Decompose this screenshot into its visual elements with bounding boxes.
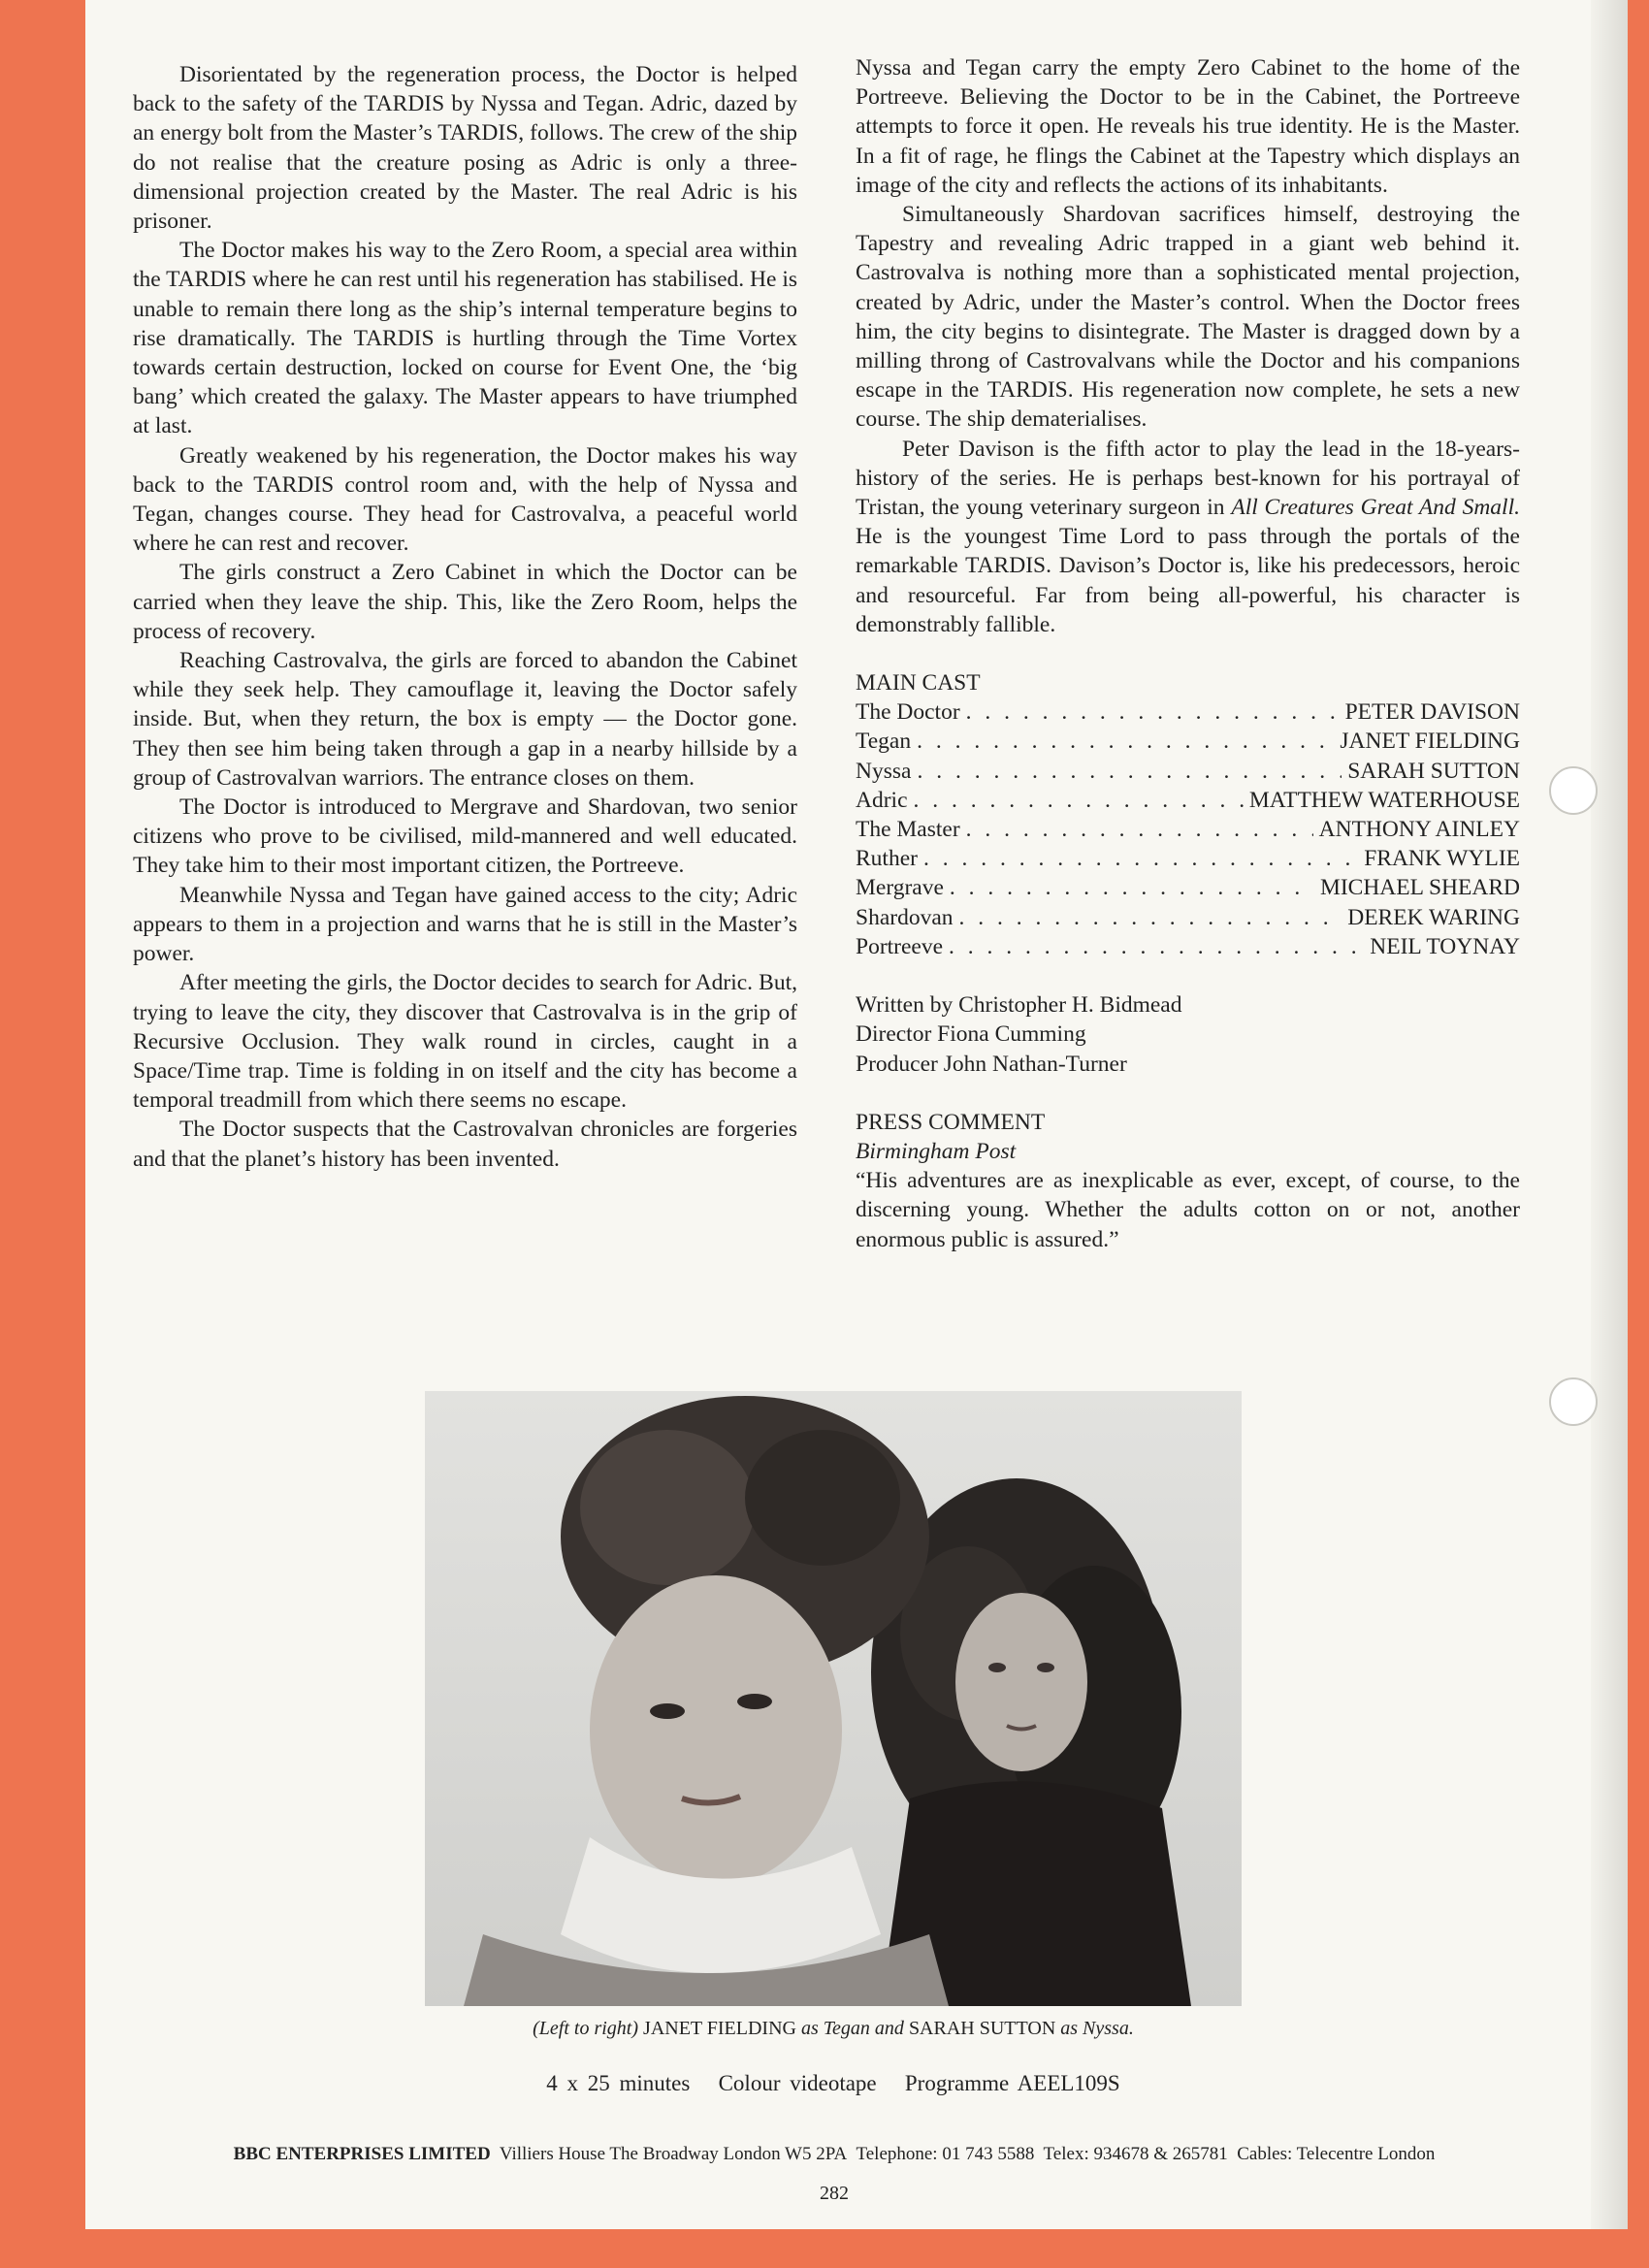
caption-prefix: (Left to right) [533, 2018, 639, 2039]
synopsis-right-column [856, 53, 1520, 1254]
press-heading: PRESS COMMENT [856, 1109, 1046, 1135]
leader-dots [923, 844, 1358, 873]
cast-actor: FRANK WYLIE [1364, 846, 1520, 872]
cast-actor: PETER DAVISON [1344, 699, 1520, 726]
synopsis-paragraph: Reaching Castrovalva, the girls are forced to abandon the Cabinet while they seek help. They camouflage it, leaving the Doctor safely inside. But, when they return, the box is empty — the Doctor gone. They then see him being taken through a gap in a nearby hillside by a group of Castrovalvan warriors. The entrance closes on them. [133, 648, 797, 791]
punch-hole-lower [1549, 1377, 1598, 1426]
cast-heading: MAIN CAST [856, 670, 981, 697]
caption-name-2: SARAH SUTTON [908, 2018, 1056, 2039]
synopsis-paragraph: The Doctor is introduced to Mergrave and Shardovan, two senior citizens who prove to be civilised, mild-mannered and well educated. They take him to their most important citizen, the Portreeve. [133, 794, 797, 879]
footer-telex: Telex: 934678 & 265781 [1043, 2144, 1228, 2164]
cast-row [856, 844, 1520, 873]
publisher-footer [136, 2144, 1533, 2165]
leader-dots [917, 757, 1342, 786]
davison-paragraph [856, 435, 1520, 639]
caption-role-2: as Nyssa. [1060, 2018, 1134, 2039]
caption-role-1: as Tegan and [800, 2018, 904, 2039]
page-border-left [0, 0, 85, 2268]
synopsis-paragraph: The Doctor suspects that the Castrovalvan chronicles are forgeries and that the planet’s history has been invented. [133, 1117, 797, 1172]
cast-row [856, 932, 1520, 961]
cast-role: Nyssa [856, 758, 912, 784]
caption-name-1: JANET FIELDING [643, 2018, 796, 2039]
cast-role: The Doctor [856, 699, 960, 726]
cast-role: Tegan [856, 729, 912, 755]
cast-role: Mergrave [856, 875, 944, 901]
press-quote: “His adventures are as inexplicable as ever, except, of course, to the discerning young. Whether the adults cotton on or not, another enormous public is assured.” [856, 1168, 1520, 1252]
cast-row [856, 786, 1520, 815]
synopsis-paragraph: The girls construct a Zero Cabinet in which the Doctor can be carried when they leave the ship. This, like the Zero Room, helps the process of recovery. [133, 560, 797, 644]
footer-cables: Cables: Telecentre London [1237, 2144, 1436, 2164]
leader-dots [966, 815, 1313, 844]
cast-role: Shardovan [856, 904, 954, 930]
davison-text-after: He is the youngest Time Lord to pass through the portals of the remarkable TARDIS. Davison’s Doctor is, like his predecessors, heroic and resourceful. Far from being all-powerful, his character is demonstrably fallible. [856, 524, 1520, 637]
press-source: Birmingham Post [856, 1138, 1017, 1164]
davison-text-before: Peter Davison is the fifth actor to play the lead in the 18-years-history of the series. He is perhaps best-known for his portrayal of Tristan, the young veterinary surgeon in [856, 436, 1520, 521]
writer-credit: Written by Christopher H. Bidmead [856, 992, 1182, 1019]
leader-dots [966, 697, 1340, 727]
cast-role: The Master [856, 817, 960, 843]
cast-photograph [425, 1391, 1242, 2006]
synopsis-paragraph: Nyssa and Tegan carry the empty Zero Cabinet to the home of the Portreeve. Believing the Doctor to be in the Cabinet, the Portreeve attempts to force it open. He reveals his true identity. He is the Master. In a fit of rage, he flings the Cabinet at the Tapestry which displays an image of the city and reflects the actions of its inhabitants. [856, 55, 1520, 198]
leader-dots [914, 786, 1244, 815]
synopsis-left-column [133, 60, 797, 1174]
cast-list [856, 697, 1520, 961]
synopsis-paragraph: Simultaneously Shardovan sacrifices himself, destroying the Tapestry and revealing Adric trapped in a giant web behind it. Castrovalva is nothing more than a sophisticated mental projection, created by Adric, under the Master’s control. When the Doctor frees him, the city begins to disintegrate. The Master is dragged down by a milling throng of Castrovalvans while the Doctor and his companions escape in the TARDIS. His regeneration now complete, he sets a new course. The ship dematerialises. [856, 202, 1520, 433]
page-border-bottom [0, 2229, 1649, 2268]
cast-row [856, 757, 1520, 786]
cast-actor: NEIL TOYNAY [1370, 933, 1520, 959]
synopsis-paragraph: The Doctor makes his way to the Zero Room, a special area within the TARDIS where he can rest until his regeneration has stabilised. He is unable to remain there long as the ship’s internal temperature begins to rise dramatically. The TARDIS is hurtling through the Time Vortex towards certain destruction, locked on course for Event One, the ‘big bang’ which created the galaxy. The Master appears to have triumphed at last. [133, 238, 797, 439]
cast-role: Adric [856, 787, 908, 813]
page-number: 282 [820, 2183, 849, 2204]
footer-company: BBC ENTERPRISES LIMITED [233, 2144, 491, 2164]
leader-dots [959, 903, 1342, 932]
page-border-right [1628, 0, 1649, 2268]
leader-dots [949, 932, 1364, 961]
cast-actor: DEREK WARING [1347, 904, 1520, 930]
cast-actor: MICHAEL SHEARD [1319, 875, 1520, 901]
footer-telephone: Telephone: 01 743 5588 [856, 2144, 1035, 2164]
synopsis-paragraph: After meeting the girls, the Doctor decides to search for Adric. But, trying to leave the city, they discover that Castrovalva is in the grip of Recursive Occlusion. They walk round in circles, caught in a Space/Time trap. Time is folding in on itself and the city has become a temporal treadmill from which there seems no escape. [133, 970, 797, 1114]
leader-dots [917, 727, 1334, 756]
cast-row [856, 873, 1520, 902]
paper-edge-shadow [1591, 0, 1628, 2229]
programme-number: Programme AEEL109S [904, 2071, 1120, 2095]
photo-caption [425, 2018, 1242, 2040]
footer-address: Villiers House The Broadway London W5 2PA [499, 2144, 848, 2164]
cast-actor: JANET FIELDING [1340, 729, 1520, 755]
synopsis-paragraph: Meanwhile Nyssa and Tegan have gained access to the city; Adric appears to them in a projection and warns that he is still in the Master’s power. [133, 882, 797, 967]
cast-actor: MATTHEW WATERHOUSE [1248, 787, 1520, 813]
cast-role: Ruther [856, 846, 918, 872]
programme-duration: 4 x 25 minutes [546, 2071, 691, 2095]
punch-hole-upper [1549, 766, 1598, 815]
cast-row [856, 815, 1520, 844]
programme-format: Colour videotape [718, 2071, 877, 2095]
leader-dots [950, 873, 1314, 902]
producer-credit: Producer John Nathan-Turner [856, 1051, 1127, 1077]
cast-row [856, 903, 1520, 932]
cast-row [856, 727, 1520, 756]
cast-actor: ANTHONY AINLEY [1318, 817, 1520, 843]
cast-actor: SARAH SUTTON [1347, 758, 1520, 784]
synopsis-paragraph: Disorientated by the regeneration process, the Doctor is helped back to the safety of the TARDIS by Nyssa and Tegan. Adric, dazed by an energy bolt from the Master’s TARDIS, follows. The crew of the ship do not realise that the creature posing as Adric is only a three-dimensional projection created by the Master. The real Adric is his prisoner. [133, 62, 797, 235]
synopsis-paragraph: Greatly weakened by his regeneration, the Doctor makes his way back to the TARDIS control room and, with the help of Nyssa and Tegan, changes course. They head for Castrovalva, a peaceful world where he can rest and recover. [133, 442, 797, 557]
director-credit: Director Fiona Cumming [856, 1021, 1086, 1048]
show-title: All Creatures Great And Small. [1231, 495, 1520, 521]
photo-illustration [425, 1391, 1242, 2006]
cast-row [856, 697, 1520, 727]
programme-details [425, 2071, 1242, 2096]
cast-role: Portreeve [856, 933, 944, 959]
